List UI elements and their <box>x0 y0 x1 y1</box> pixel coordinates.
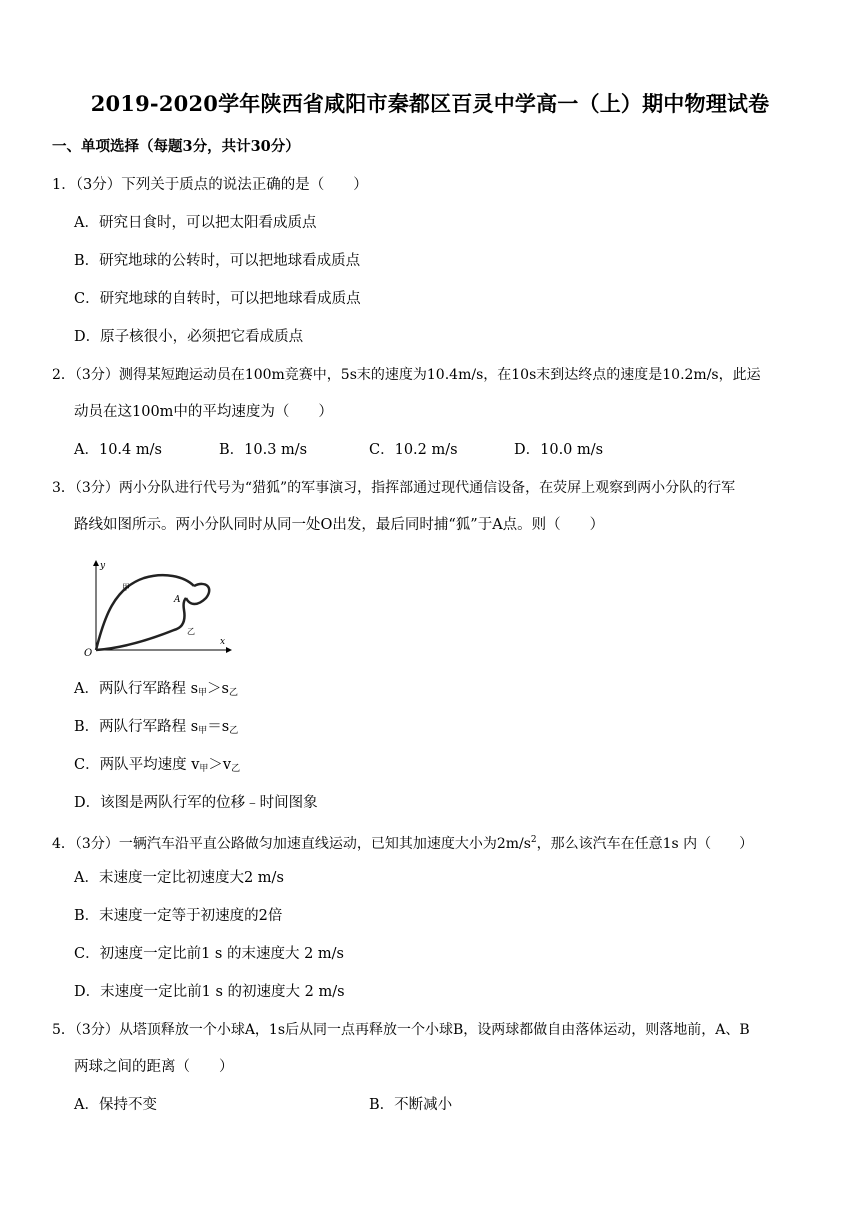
option-a-text: A．两队行军路程 s <box>74 681 199 697</box>
question-4-stem-end: ，那么该汽车在任意1s 内（ ） <box>536 836 754 852</box>
question-3-option-a <box>74 679 238 703</box>
option-c-text: C．两队平均速度 v <box>74 757 200 773</box>
question-1-stem: 1．（3分）下列关于质点的说法正确的是（ ） <box>52 177 368 193</box>
question-4-option-d: D．末速度一定比前1 s 的初速度大 2 m/s <box>74 984 345 1000</box>
question-5-option-b: B．不断减小 <box>369 1097 453 1113</box>
option-b-relation: ＝s <box>207 719 230 735</box>
question-2-stem-line-2: 动员在这100m中的平均速度为（ ） <box>74 404 333 420</box>
question-5-stem-line-1: 5．（3分）从塔顶释放一个小球A，1s后从同一点再释放一个小球B，设两球都做自由落体运动，则落地前，A、B <box>52 1022 750 1038</box>
question-2-option-a: A．10.4 m/s <box>74 442 162 458</box>
question-5-stem-line-2: 两球之间的距离（ ） <box>74 1059 234 1075</box>
x-axis-label: x <box>220 637 226 647</box>
x-axis-arrow <box>226 647 232 653</box>
path-jia <box>96 575 194 650</box>
point-a-label: A <box>174 595 181 605</box>
option-a-sub-yi: 乙 <box>229 688 239 698</box>
question-4-exponent: 2 <box>530 835 537 845</box>
option-a-sub-jia: 甲 <box>198 688 208 698</box>
question-1-option-d: D．原子核很小，必须把它看成质点 <box>74 329 304 345</box>
question-3-stem-line-1: 3．（3分）两小分队进行代号为“猎狐”的军事演习，指挥部通过现代通信设备，在荧屏上观察到两小分队的行军 <box>52 480 736 496</box>
question-2-stem-line-1: 2．（3分）测得某短跑运动员在100m竞赛中，5s末的速度为10.4m/s，在10s末到达终点的速度是10.2m/s，此运 <box>52 367 761 383</box>
question-4-stem-text: 4．（3分）一辆汽车沿平直公路做匀加速直线运动，已知其加速度大小为2m/s <box>52 836 531 852</box>
question-3-option-c <box>74 755 240 779</box>
question-1-option-b: B．研究地球的公转时，可以把地球看成质点 <box>74 253 361 269</box>
question-1-option-a: A．研究日食时，可以把太阳看成质点 <box>74 215 317 231</box>
option-c-sub-jia: 甲 <box>199 764 209 774</box>
option-b-text: B．两队行军路程 s <box>74 719 199 735</box>
question-2-option-c: C．10.2 m/s <box>369 442 458 458</box>
option-c-sub-yi: 乙 <box>231 764 241 774</box>
question-3-option-b <box>74 717 238 741</box>
path-jia-label: 甲 <box>122 583 130 592</box>
question-4-option-b: B．末速度一定等于初速度的2倍 <box>74 908 283 924</box>
option-b-sub-yi: 乙 <box>229 726 239 736</box>
question-4-option-a: A．末速度一定比初速度大2 m/s <box>74 870 284 886</box>
question-2-option-d: D．10.0 m/s <box>514 442 604 458</box>
path-yi-label: 乙 <box>187 627 195 636</box>
option-b-sub-jia: 甲 <box>198 726 208 736</box>
path-loop-a <box>186 584 209 604</box>
march-route-diagram <box>74 558 234 662</box>
section-heading: 一、单项选择（每题3分，共计30分） <box>52 138 300 155</box>
question-4-stem <box>52 830 753 854</box>
option-c-relation: ＞v <box>208 757 232 773</box>
exam-title: 2019-2020学年陕西省咸阳市秦都区百灵中学高一（上）期中物理试卷 <box>90 91 770 116</box>
origin-label: O <box>84 648 93 659</box>
y-axis-label: y <box>100 561 106 571</box>
path-yi <box>96 598 186 650</box>
question-3-stem-line-2: 路线如图所示。两小分队同时从同一处O出发，最后同时捕“狐”于A点。则（ ） <box>74 517 605 533</box>
question-3-option-d: D．该图是两队行军的位移﹣时间图象 <box>74 795 318 811</box>
question-1-option-c: C．研究地球的自转时，可以把地球看成质点 <box>74 291 361 307</box>
question-2-option-b: B．10.3 m/s <box>219 442 308 458</box>
y-axis-arrow <box>93 560 99 566</box>
option-a-relation: ＞s <box>207 681 229 697</box>
question-4-option-c: C．初速度一定比前1 s 的末速度大 2 m/s <box>74 946 344 962</box>
question-5-option-a: A．保持不变 <box>74 1097 157 1113</box>
